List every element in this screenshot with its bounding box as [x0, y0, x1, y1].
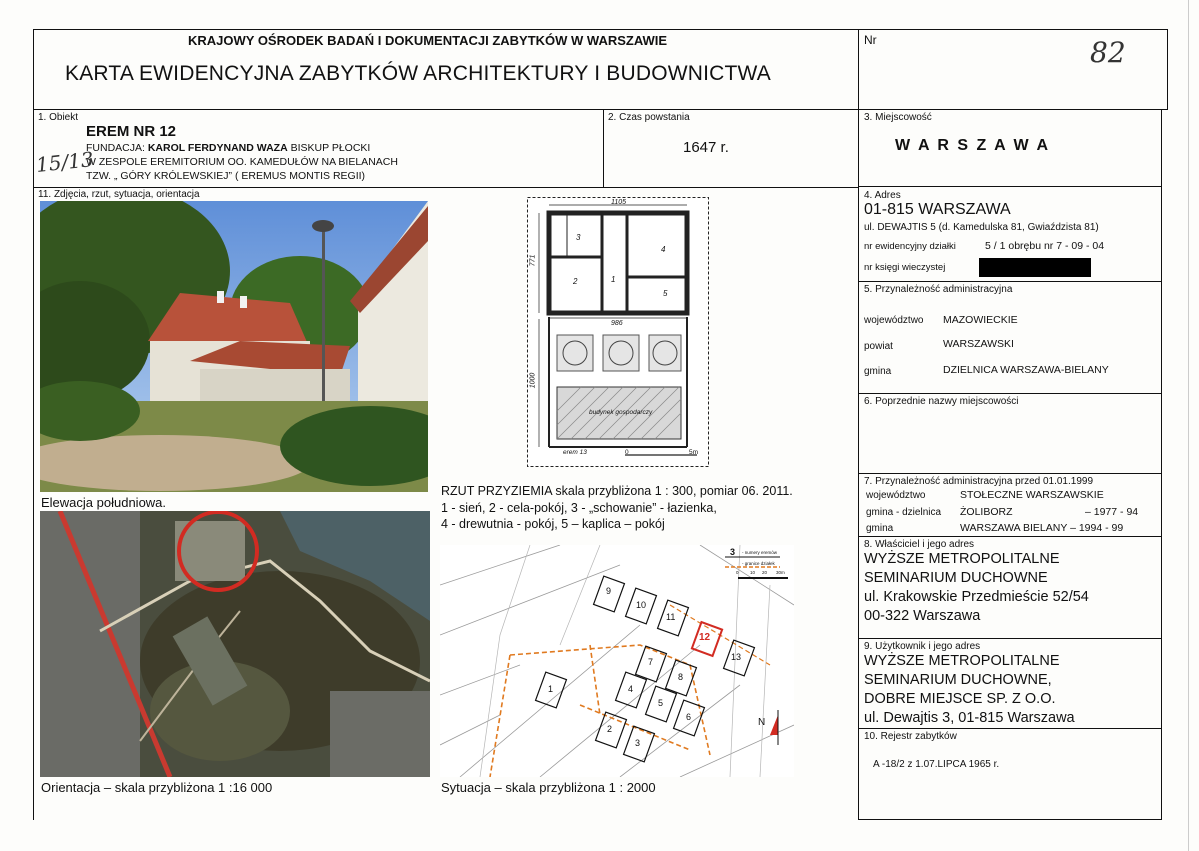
hermitage-13: 13 — [731, 652, 742, 662]
plan-dim-left-2: 1000 — [529, 372, 537, 389]
hermitage-1: 1 — [548, 684, 554, 694]
rzut-line-1: RZUT PRZYZIEMIA skala przybliżona 1 : 300, pomiar 06. 2011. — [441, 484, 793, 498]
ground-floor-plan — [527, 197, 709, 467]
obiekt-label: 1. Obiekt — [38, 112, 79, 123]
uzytkownik-label: 9. Użytkownik i jego adres — [864, 641, 981, 652]
plan-dim-mid: 986 — [611, 320, 623, 327]
hermitage-11: 11 — [666, 612, 676, 622]
object-foundation-line — [86, 142, 370, 154]
hermitage-8: 8 — [678, 672, 684, 682]
uzytkownik-line-1: WYŻSZE METROPOLITALNE — [864, 653, 1060, 669]
wlasciciel-label: 8. Właściciel i jego adres — [864, 539, 975, 550]
czas-label: 2. Czas powstania — [608, 112, 690, 123]
plan-room-1: 1 — [611, 275, 616, 284]
wlasciciel-line-1: WYŻSZE METROPOLITALNE — [864, 551, 1060, 567]
plan-scale-end: 5m — [689, 449, 699, 456]
przed-gmina-value: WARSZAWA BIELANY – 1994 - 99 — [960, 522, 1124, 534]
legend-scale-20: 20 — [762, 570, 768, 575]
card-title: KARTA EWIDENCYJNA ZABYTKÓW ARCHITEKTURY I BUDOWNICTWA — [65, 62, 772, 85]
czas-value: 1647 r. — [683, 139, 729, 156]
dzialka-label: nr ewidencyjny działki — [864, 241, 956, 252]
przed-woj-value: STOŁECZNE WARSZAWSKIE — [960, 489, 1104, 501]
legend-scale-0: 0 — [736, 570, 739, 575]
institution-name: KRAJOWY OŚRODEK BADAŃ I DOKUMENTACJI ZABYTKÓW W WARSZAWIE — [188, 33, 668, 48]
legend-scale-30: 30m — [776, 570, 785, 575]
object-line-3: TZW. „ GÓRY KRÓLEWSKIEJ” ( EREMUS MONTIS REGII) — [86, 170, 366, 182]
object-name: EREM NR 12 — [86, 123, 177, 140]
elevation-photo — [40, 201, 428, 492]
plan-room-4: 4 — [661, 245, 666, 254]
caption-orientation: Orientacja – skala przybliżona 1 :16 000 — [41, 780, 273, 795]
redacted-ksiega-number — [979, 258, 1091, 277]
uzytkownik-line-3: DOBRE MIEJSCE SP. Z O.O. — [864, 691, 1056, 707]
north-arrow-label: N — [758, 717, 766, 728]
caption-situation: Sytuacja – skala przybliżona 1 : 2000 — [441, 780, 656, 795]
poprzednie-label: 6. Poprzednie nazwy miejscowości — [864, 396, 1019, 407]
plan-dim-left-1: 771 — [529, 254, 537, 267]
foundation-prefix: FUNDACJA: — [86, 142, 148, 154]
miejscowosc-value: W A R S Z A W A — [895, 137, 1051, 154]
hermitage-3: 3 — [635, 738, 641, 748]
gmina-value: DZIELNICA WARSZAWA-BIELANY — [943, 364, 1109, 376]
legend-scale-10: 10 — [750, 570, 756, 575]
object-line-2: W ZESPOLE EREMITORIUM OO. KAMEDUŁÓW NA BIELANACH — [86, 156, 398, 168]
przed-woj-label: województwo — [866, 490, 926, 501]
woj-label: województwo — [864, 315, 924, 326]
uzytkownik-line-4: ul. Dewajtis 3, 01-815 Warszawa — [864, 710, 1075, 726]
przed-gd-value: ŻOLIBORZ — [960, 506, 1013, 518]
nr-label: Nr — [864, 33, 877, 47]
foundation-suffix: BISKUP PŁOCKI — [287, 142, 371, 154]
situation-plan — [440, 545, 794, 777]
powiat-value: WARSZAWSKI — [943, 338, 1014, 350]
handwritten-note: 15/13 — [34, 147, 95, 177]
miejscowosc-label: 3. Miejscowość — [864, 112, 932, 123]
plan-room-2: 2 — [573, 277, 578, 286]
foundation-founder: KAROL FERDYNAND WAZA — [147, 142, 288, 154]
wlasciciel-line-4: 00-322 Warszawa — [864, 608, 981, 624]
rzut-line-3: 4 - drewutnia - pokój, 5 – kaplica – pokój — [441, 517, 665, 531]
legend-line-1: - numery eremów — [742, 550, 778, 555]
przed1999-label: 7. Przynależność administracyjna przed 01.01.1999 — [864, 476, 1094, 487]
caption-elevation: Elewacja południowa. — [41, 495, 167, 510]
przed-gd-years: – 1977 - 94 — [1085, 506, 1139, 518]
plan-scale-start: 0 — [625, 449, 629, 456]
uzytkownik-line-2: SEMINARIUM DUCHOWNE, — [864, 672, 1052, 688]
hermitage-7: 7 — [648, 657, 654, 667]
rejestr-label: 10. Rejestr zabytków — [864, 731, 957, 742]
przed-gd-label: gmina - dzielnica — [866, 507, 942, 518]
adres-city: 01-815 WARSZAWA — [864, 201, 1011, 218]
zdjecia-label: 11. Zdjęcia, rzut, sytuacja, orientacja — [38, 189, 200, 200]
hermitage-9: 9 — [606, 586, 612, 596]
wlasciciel-line-2: SEMINARIUM DUCHOWNE — [864, 570, 1048, 586]
hermitage-5: 5 — [658, 698, 664, 708]
wlasciciel-line-3: ul. Krakowskie Przedmieście 52/54 — [864, 589, 1089, 605]
adres-street: ul. DEWAJTIS 5 (d. Kamedulska 81, Gwiaździsta 81) — [864, 222, 1099, 233]
woj-value: MAZOWIECKIE — [943, 314, 1018, 326]
dzialka-value: 5 / 1 obrębu nr 7 - 09 - 04 — [985, 240, 1105, 252]
hermitage-2: 2 — [607, 724, 613, 734]
hermitage-6: 6 — [686, 712, 692, 722]
adres-label: 4. Adres — [864, 190, 901, 201]
legend-line-2: - granice działek — [742, 561, 775, 566]
powiat-label: powiat — [864, 341, 893, 352]
plan-room-3: 3 — [576, 233, 581, 242]
przynaleznosc-label: 5. Przynależność administracyjna — [864, 284, 1013, 295]
rejestr-value: A -18/2 z 1.07.LIPCA 1965 r. — [873, 759, 1000, 770]
legend-number: 3 — [730, 547, 736, 557]
plan-dim-top: 1105 — [611, 199, 627, 206]
plan-outbuilding-label: budynek gospodarczy — [589, 409, 653, 416]
orientation-aerial-map — [40, 511, 430, 777]
hermitage-10: 10 — [636, 600, 647, 610]
nr-handwritten-value: 82 — [1090, 36, 1126, 69]
przed-gmina-label: gmina — [866, 523, 894, 534]
hermitage-4: 4 — [628, 684, 634, 694]
hermitage-12: 12 — [699, 632, 711, 643]
ksiega-label: nr księgi wieczystej — [864, 262, 946, 273]
plan-room-5: 5 — [663, 289, 668, 298]
gmina-label: gmina — [864, 366, 892, 377]
plan-erem13-label: erem 13 — [563, 449, 587, 456]
rzut-line-2: 1 - sień, 2 - cela-pokój, 3 - „schowanie” - łazienka, — [441, 501, 717, 515]
